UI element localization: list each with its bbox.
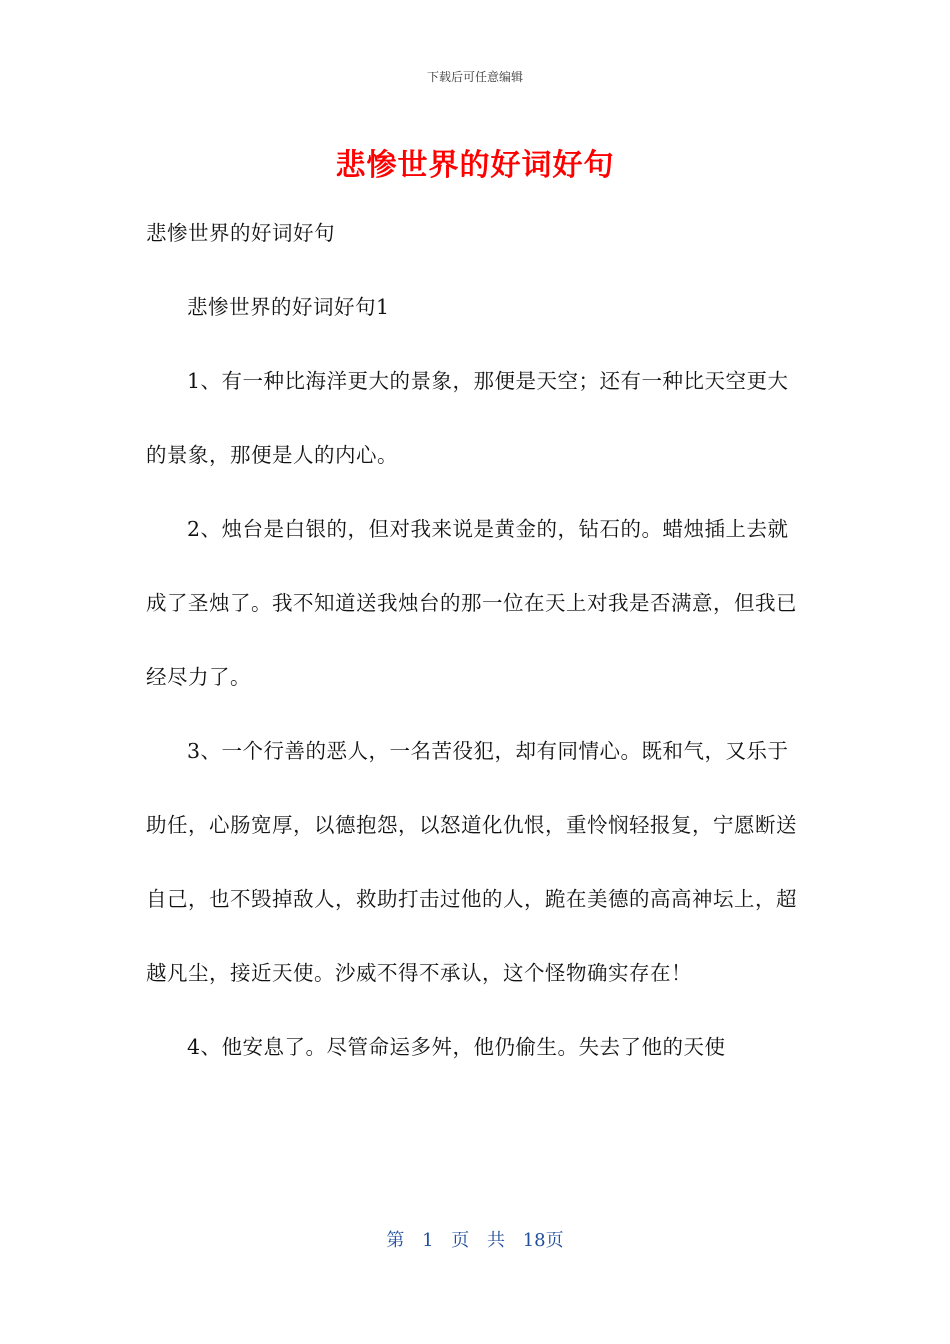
paragraph-quote-1: 1、有一种比海洋更大的景象，那便是天空；还有一种比天空更大的景象，那便是人的内心。 — [146, 369, 789, 467]
footer-total-pages: 18页 — [522, 1230, 564, 1251]
document-body — [146, 196, 806, 1084]
paragraph-quote-4: 4、他安息了。尽管命运多舛，他仍偷生。失去了他的天使 — [187, 1035, 726, 1059]
paragraph-quote-3: 3、一个行善的恶人，一名苦役犯，却有同情心。既和气，又乐于助任，心肠宽厚，以德抱怨，以怒道化仇恨，重怜悯轻报复，宁愿断送自己，也不毁掉敌人，救助打击过他的人，跪在美德的高高神坛上，超越凡尘，接近天使。沙威不得不承认，这个怪物确实存在！ — [146, 739, 797, 985]
paragraph-quote-2: 2、烛台是白银的，但对我来说是黄金的，钻石的。蜡烛插上去就成了圣烛了。我不知道送我烛台的那一位在天上对我是否满意，但我已经尽力了。 — [146, 517, 797, 689]
page-footer — [0, 1226, 950, 1252]
paragraph-subtitle: 悲惨世界的好词好句 — [146, 221, 335, 245]
footer-page-number: 1 — [422, 1230, 434, 1251]
footer-page-prefix: 第 — [386, 1230, 405, 1251]
footer-total-prefix: 共 — [487, 1230, 505, 1251]
footer-page-mid: 页 — [451, 1230, 470, 1251]
paragraph-section-heading: 悲惨世界的好词好句1 — [187, 295, 390, 319]
document-title: 悲惨世界的好词好句 — [335, 148, 615, 183]
header-note: 下载后可任意编辑 — [426, 70, 523, 84]
